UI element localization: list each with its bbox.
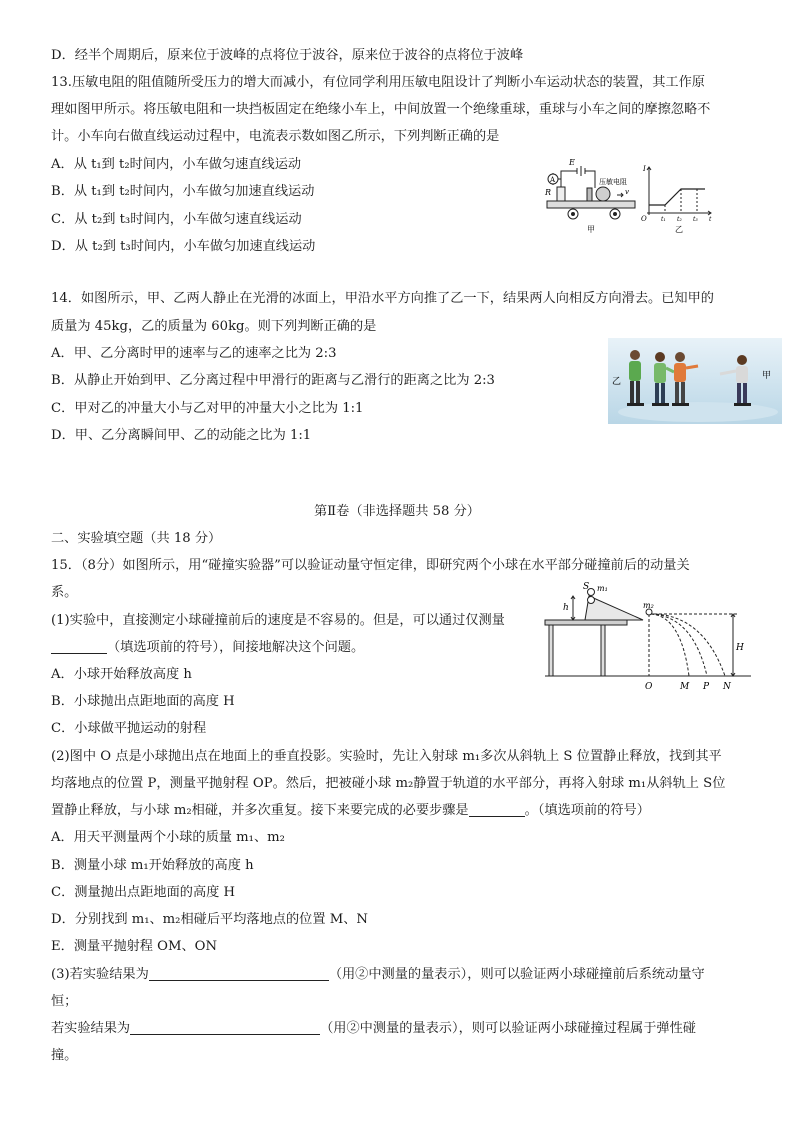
q12-option-d: D．经半个周期后，原来位于波峰的点将位于波谷，原来位于波谷的点将位于波峰	[51, 48, 524, 63]
skater-jia-label: 甲	[762, 371, 772, 381]
q15-part2-line3: 置静止释放，与小球 m₂相碰，并多次重复。接下来要完成的必要步骤是 。（填选项前的符号）	[51, 803, 650, 818]
q15-part2-line2: 均落地点的位置 P，测量平抛射程 OP。然后，把被碰小球 m₂静置于轨道的水平部分，再将入射球 m₁从斜轨上 S位	[51, 776, 726, 791]
resistor-label: R	[545, 188, 552, 197]
q15-part2-option-c[interactable]: C．测量抛出点距地面的高度 H	[51, 885, 236, 900]
q13-option-d[interactable]: D．从 t₂到 t₃时间内，小车做匀加速直线运动	[51, 239, 316, 254]
q15-part2-answer-blank[interactable]	[469, 803, 525, 817]
current-time-graph	[647, 167, 711, 215]
q15-part3-line4: 撞。	[51, 1048, 78, 1063]
q14-option-a[interactable]: A．甲、乙分离时甲的速率与乙的速率之比为 2:3	[51, 346, 337, 361]
q15-part3-line3: 若实验结果为 （用②中测量的量表示），则可以验证两小球碰撞过程属于弹性碰	[51, 1021, 696, 1036]
label-m: M	[680, 682, 690, 692]
part2-title: 第Ⅱ卷（非选择题共 58 分）	[313, 504, 480, 519]
velocity-label: v	[625, 188, 629, 196]
t2-tick: t₂	[677, 216, 682, 223]
ammeter-label: A	[550, 176, 556, 184]
t3-tick: t₃	[693, 216, 698, 223]
label-height-h: H	[736, 643, 744, 653]
label-s: S	[583, 582, 590, 592]
label-m1: m₁	[597, 584, 608, 593]
q15-part2-option-a[interactable]: A．用天平测量两个小球的质量 m₁、m₂	[51, 830, 285, 845]
q13-stem-line3: 计。小车向右做直线运动过程中，电流表示数如图乙所示，下列判断正确的是	[51, 129, 500, 144]
section-title: 二、实验填空题（共 18 分）	[51, 531, 222, 546]
cart-diagram	[547, 166, 635, 219]
q15-part3-elastic-blank[interactable]	[130, 1021, 320, 1035]
q15-part1-option-c[interactable]: C．小球做平抛运动的射程	[51, 721, 207, 736]
track-horizontal	[545, 620, 627, 625]
q13-stem-line1: 13.压敏电阻的阻值随所受压力的增大而减小，有位同学利用压敏电阻设计了判断小车运动状态的装置，其工作原	[51, 75, 705, 90]
q15-stem-line2: 系。	[51, 585, 78, 600]
t1-tick: t₁	[661, 216, 666, 223]
q14-skaters-image	[608, 338, 782, 424]
q13-option-c[interactable]: C．从 t₂到 t₃时间内，小车做匀速直线运动	[51, 212, 302, 227]
q14-option-d[interactable]: D．甲、乙分离瞬间甲、乙的动能之比为 1:1	[51, 428, 312, 443]
label-p: P	[703, 682, 710, 692]
axis-i-label: I	[643, 165, 646, 173]
q14-stem-line2: 质量为 45kg，乙的质量为 60kg。则下列判断正确的是	[51, 319, 377, 334]
q13-option-b[interactable]: B．从 t₁到 t₂时间内，小车做匀加速直线运动	[51, 184, 315, 199]
q15-part1-line1: (1)实验中，直接测定小球碰撞前后的速度是不容易的。但是，可以通过仅测量	[51, 613, 505, 628]
q15-part2-option-e[interactable]: E．测量平抛射程 OM、ON	[51, 939, 217, 954]
q15-part2-option-b[interactable]: B．测量小球 m₁开始释放的高度 h	[51, 858, 254, 873]
q15-part3-momentum-blank[interactable]	[149, 967, 329, 981]
q15-part1-option-a[interactable]: A．小球开始释放高度 h	[51, 667, 192, 682]
q15-part3-line1: (3)若实验结果为 （用②中测量的量表示），则可以验证两小球碰撞前后系统动量守	[51, 967, 705, 982]
q13-figure	[543, 155, 723, 235]
q15-part3-line2: 恒；	[51, 994, 78, 1009]
origin-label: O	[641, 215, 647, 223]
sensor-label: 压敏电阻	[599, 178, 627, 186]
q15-part1-option-b[interactable]: B．小球抛出点距地面的高度 H	[51, 694, 235, 709]
q15-part1-line2: （填选项前的符号），间接地解决这个问题。	[51, 639, 364, 657]
skater-yi-label: 乙	[612, 377, 622, 387]
q15-stem-line1: 15．（8分）如图所示，用“碰撞实验器”可以验证动量守恒定律，即研究两个小球在水平部分碰撞前后的动量关	[51, 558, 690, 573]
q13-stem-line2: 理如图甲所示。将压敏电阻和一块挡板固定在绝缘小车上，中间放置一个绝缘重球，重球与小车之间的摩擦忽略不	[51, 102, 711, 117]
q14-option-c[interactable]: C．甲对乙的冲量大小与乙对甲的冲量大小之比为 1:1	[51, 401, 364, 416]
fig-jia-caption: 甲	[587, 225, 595, 234]
q15-part1-answer-blank[interactable]	[51, 640, 107, 654]
q15-part2-option-d[interactable]: D．分别找到 m₁、m₂相碰后平均落地点的位置 M、N	[51, 912, 368, 927]
label-h: h	[563, 603, 569, 613]
battery-label: E	[569, 158, 575, 167]
q14-stem-line1: 14．如图所示，甲、乙两人静止在光滑的冰面上，甲沿水平方向推了乙一下，结果两人向相反方向滑去。已知甲的	[51, 291, 714, 306]
label-m2: m₂	[643, 601, 654, 610]
label-o: O	[645, 682, 653, 692]
fig-yi-caption: 乙	[675, 225, 683, 234]
q13-option-a[interactable]: A．从 t₁到 t₂时间内，小车做匀速直线运动	[51, 157, 302, 172]
axis-t-label: t	[709, 216, 712, 223]
q14-option-b[interactable]: B．从静止开始到甲、乙分离过程中甲滑行的距离与乙滑行的距离之比为 2:3	[51, 373, 495, 388]
q15-part2-line1: (2)图中 O 点是小球抛出点在地面上的垂直投影。实验时，先让入射球 m₁多次从斜轨上 S 位置静止释放，找到其平	[51, 749, 722, 764]
label-n: N	[723, 682, 731, 692]
q15-collision-figure	[543, 580, 753, 694]
